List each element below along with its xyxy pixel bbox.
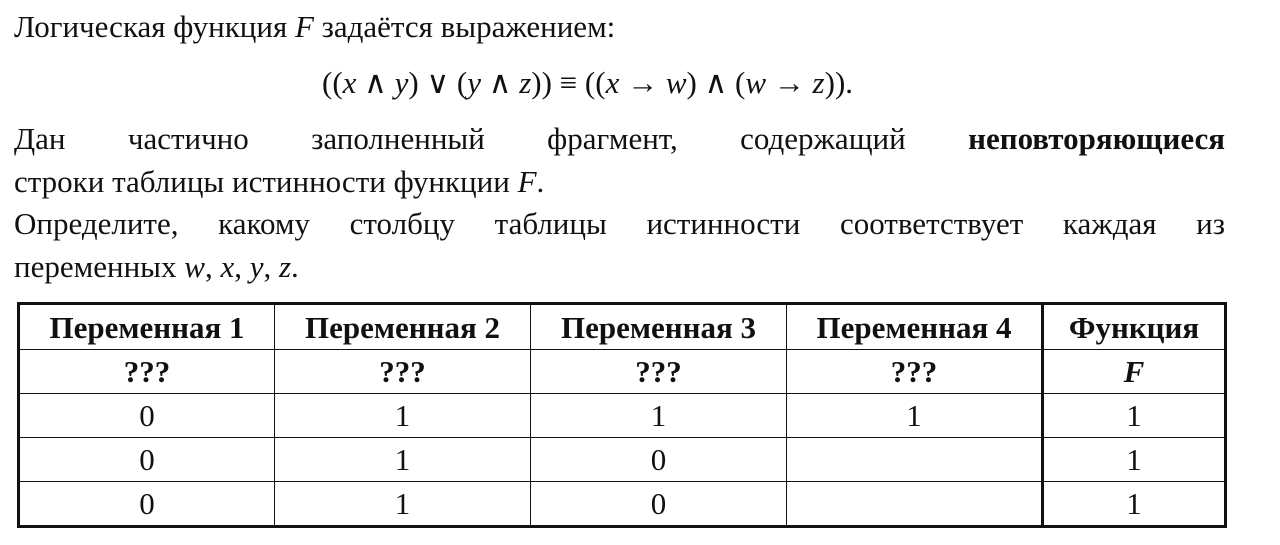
unknown-variable-4: ???	[787, 350, 1043, 394]
header-function: Функция	[1043, 304, 1226, 350]
formula-var-y-1: y	[394, 65, 409, 100]
formula-implies-1: →	[619, 65, 666, 100]
function-value-cell: 1	[1043, 482, 1226, 527]
emphasis-text: неповторяющиеся	[968, 121, 1225, 156]
unknown-variable-2: ???	[275, 350, 531, 394]
variable-x: x	[220, 249, 235, 284]
paragraph-function-name: F	[517, 164, 537, 199]
table-cell: 1	[275, 482, 531, 527]
table-header-row	[19, 304, 1226, 350]
function-value-cell: 1	[1043, 438, 1226, 482]
paragraph-two-line-two	[14, 251, 299, 282]
intro-before-text: Логическая функция	[14, 9, 295, 44]
variable-separator-1: ,	[204, 249, 221, 284]
unknown-variable-1: ???	[19, 350, 275, 394]
logical-formula	[322, 67, 853, 98]
formula-paren-3: )) ≡ ((	[531, 65, 606, 100]
table-cell: 1	[275, 438, 531, 482]
table-cell: 1	[787, 394, 1043, 438]
formula-var-y-2: y	[467, 65, 481, 100]
unknown-variable-3: ???	[531, 350, 787, 394]
formula-var-x-1: x	[342, 65, 357, 100]
table-cell: 0	[531, 438, 787, 482]
table-cell: 0	[19, 482, 275, 527]
paragraph-two-line-one: Определите, какому столбцу таблицы истинности соответствует каждая из	[14, 206, 1225, 241]
paragraph-period: .	[536, 164, 545, 199]
function-name: F	[294, 9, 314, 44]
formula-var-z-1: z	[519, 65, 532, 100]
formula-paren-5: )).	[824, 65, 854, 100]
header-variable-2: Переменная 2	[275, 304, 531, 350]
table-row	[19, 394, 1226, 438]
formula-paren-1: ((	[322, 65, 343, 100]
table-cell: 0	[531, 482, 787, 527]
table-cell	[787, 482, 1043, 527]
formula-and-1: ∧	[356, 65, 395, 100]
intro-after-text: задаётся выражением:	[313, 9, 616, 44]
variable-y: y	[249, 249, 264, 284]
variable-separator-2: ,	[234, 249, 250, 284]
variable-separator-3: ,	[263, 249, 279, 284]
variables-period: .	[291, 249, 299, 284]
table-row	[19, 482, 1226, 527]
function-symbol-cell: F	[1043, 350, 1226, 394]
formula-var-w-1: w	[665, 65, 687, 100]
variables-label: переменных	[14, 249, 185, 284]
header-variable-3: Переменная 3	[531, 304, 787, 350]
table-unknown-row	[19, 350, 1226, 394]
table-cell: 0	[19, 394, 275, 438]
paragraph-one-line-two-text: строки таблицы истинности функции	[14, 164, 518, 199]
formula-var-x-2: x	[605, 65, 620, 100]
header-variable-1: Переменная 1	[19, 304, 275, 350]
formula-and-2: ∧	[481, 65, 520, 100]
paragraph-one-text: Дан частично заполненный фрагмент, содержащий	[14, 121, 969, 156]
table-cell: 0	[19, 438, 275, 482]
variable-z: z	[278, 249, 292, 284]
header-variable-4: Переменная 4	[787, 304, 1043, 350]
function-value-cell: 1	[1043, 394, 1226, 438]
formula-implies-2: →	[766, 65, 813, 100]
paragraph-one-line-two	[14, 166, 544, 197]
formula-paren-4: ) ∧ (	[686, 65, 746, 100]
table-cell: 1	[275, 394, 531, 438]
formula-var-w-2: w	[745, 65, 767, 100]
table-cell	[787, 438, 1043, 482]
variable-w: w	[184, 249, 205, 284]
table-cell: 1	[531, 394, 787, 438]
formula-var-z-2: z	[812, 65, 825, 100]
intro-text	[14, 11, 615, 42]
formula-paren-2: ) ∨ (	[408, 65, 468, 100]
paragraph-one-line-one	[14, 123, 1225, 154]
table-row	[19, 438, 1226, 482]
truth-table	[17, 302, 1227, 528]
